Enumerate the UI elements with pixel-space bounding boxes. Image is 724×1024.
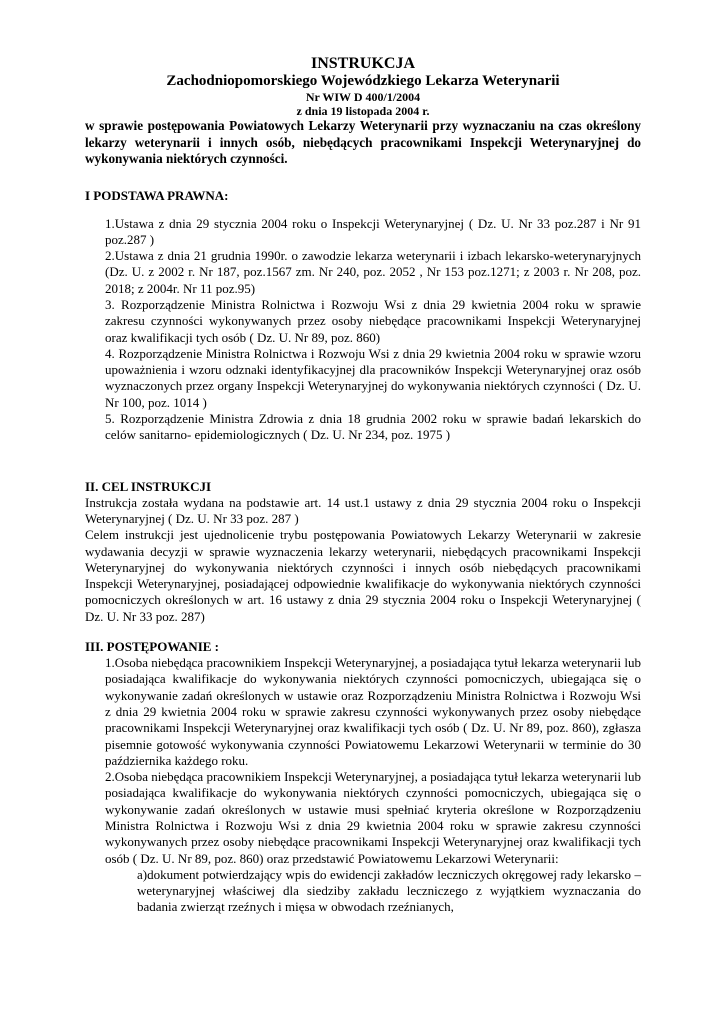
section-heading-legal-basis: I PODSTAWA PRAWNA: (85, 187, 229, 203)
section-heading-purpose: II. CEL INSTRUKCJI (85, 478, 212, 494)
document-header (85, 55, 641, 118)
procedure-item: 2.Osoba niebędąca pracownikiem Inspekcji Weterynaryjnej, a posiadająca tytuł lekarza weterynarii lub posiadająca kwalifikacje do wykonywania niektórych czynności pomocniczych, ubiegająca się o wykonywanie zadań określonych w ustawie musi spełniać kryteria określone w Rozporządzeniu Ministra Rolnictwa i Rozwoju Wsi z dnia 29 kwietnia 2004 roku w sprawie zakresu czynności wykonywanych przez osoby niebędące pracownikami Inspekcji Weterynaryjnej oraz kwalifikacji tych osób ( Dz. U. Nr 89, poz. 860) oraz przedstawić Powiatowemu Lekarzowi Weterynarii: (105, 769, 641, 866)
document-subject: w sprawie postępowania Powiatowych Lekarzy Weterynarii przy wyznaczaniu na czas określony lekarzy weterynarii i innych osób, niebędących pracownikami Inspekcji Weterynaryjnej do wykonywania niektórych czynności. (85, 118, 641, 166)
document-number: Nr WIW D 400/1/2004 (305, 90, 421, 104)
procedure-list (85, 655, 641, 916)
legal-basis-list (85, 216, 641, 444)
legal-basis-item: 5. Rozporządzenie Ministra Zdrowia z dnia 18 grudnia 2002 roku w sprawie badań lekarskich do celów sanitarno- epidemiologicznych ( Dz. U. Nr 234, poz. 1975 ) (105, 411, 641, 443)
purpose-paragraph: Celem instrukcji jest ujednolicenie trybu postępowania Powiatowych Lekarzy Weterynarii w zakresie wydawania decyzji w sprawie wyznaczenia lekarzy weterynarii, niebędących pracownikami Inspekcji Weterynaryjnej do wykonywania niektórych czynności i innych osób niebędących pracownikami Inspekcji Weterynaryjnej, posiadającej odpowiednie kwalifikacje do wykonywania niektórych czynności pomocniczych określonych w art. 16 ustawy z dnia 29 stycznia 2004 roku o Inspekcji Weterynaryjnej ( Dz. U. Nr 33 poz. 287) (85, 527, 641, 624)
legal-basis-item: 1.Ustawa z dnia 29 stycznia 2004 roku o Inspekcji Weterynaryjnej ( Dz. U. Nr 33 poz.287 i Nr 91 poz.287 ) (105, 215, 641, 247)
procedure-subitem: a)dokument potwierdzający wpis do ewidencji zakładów leczniczych okręgowej rady lekarsko – weterynaryjnej właściwej dla siedziby zakładu leczniczego z wyjątkiem wyznaczania do badania zwierząt rzeźnych i mięsa w obwodach rzeźnianych, (137, 866, 641, 915)
legal-basis-item: 3. Rozporządzenie Ministra Rolnictwa i Rozwoju Wsi z dnia 29 kwietnia 2004 roku w sprawie zakresu czynności wykonywanych przez osoby niebędące pracownikami Inspekcji Weterynaryjnej oraz kwalifikacji tych osób ( Dz. U. Nr 89, poz. 860) (105, 296, 641, 345)
issuing-authority: Zachodniopomorskiego Wojewódzkiego Lekarza Weterynarii (166, 73, 560, 89)
section-heading-procedure: III. POSTĘPOWANIE : (85, 639, 219, 655)
legal-basis-item: 4. Rozporządzenie Ministra Rolnictwa i Rozwoju Wsi z dnia 29 kwietnia 2004 roku w sprawie wzoru upoważnienia i wzoru odznaki identyfikacyjnej dla pracowników Inspekcji Weterynaryjnej oraz osób wyznaczonych przez organy Inspekcji Weterynaryjnej do wykonywania niektórych czynności ( Dz. U. Nr 100, poz. 1014 ) (105, 345, 641, 410)
procedure-item: 1.Osoba niebędąca pracownikiem Inspekcji Weterynaryjnej, a posiadająca tytuł lekarza weterynarii lub posiadająca kwalifikacje do wykonywania niektórych czynności pomocniczych, ubiegająca się o wykonywanie zadań określonych w ustawie oraz Rozporządzeniu Ministra Rolnictwa i Rozwoju Wsi z dnia 29 kwietnia 2004 roku w sprawie zakresu czynności wykonywanych przez osoby niebędące pracownikami Inspekcji Weterynaryjnej oraz kwalifikacji tych osób ( Dz. U. Nr 89, poz. 860), zgłasza pisemnie gotowość wykonywania czynności Powiatowemu Lekarzowi Weterynarii w terminie do 30 października każdego roku. (105, 655, 641, 768)
legal-basis-item: 2.Ustawa z dnia 21 grudnia 1990r. o zawodzie lekarza weterynarii i izbach lekarsko-weterynaryjnych (Dz. U. z 2002 r. Nr 187, poz.1567 zm. Nr 240, poz. 2052 , Nr 153 poz.1271; z 2003 r. Nr 208, poz. 2018; z 2004r. Nr 11 poz.95) (105, 248, 641, 296)
document-page (85, 55, 641, 916)
document-title: INSTRUKCJA (310, 55, 415, 72)
purpose-paragraph: Instrukcja została wydana na podstawie art. 14 ust.1 ustawy z dnia 29 stycznia 2004 roku o Inspekcji Weterynaryjnej ( Dz. U. Nr 33 poz. 287 ) (85, 494, 641, 526)
document-date: z dnia 19 listopada 2004 r. (296, 104, 430, 118)
